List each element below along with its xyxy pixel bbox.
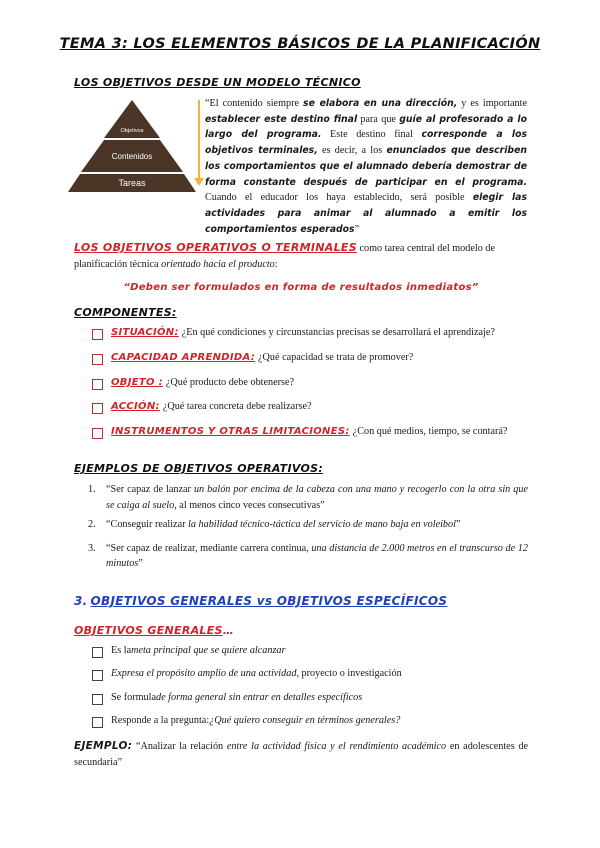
component-text: ¿Qué tarea concreta debe realizarse? — [162, 401, 312, 413]
quote-text: para que — [357, 113, 400, 125]
example-text: ” — [455, 519, 461, 530]
down-arrow-icon — [198, 100, 200, 180]
list-item — [92, 401, 507, 426]
list-item — [92, 645, 402, 668]
quote-emphasis: corresponde a los objetivos terminales, — [205, 129, 527, 157]
checkbox-icon — [92, 329, 103, 340]
components-heading: COMPONENTES: — [74, 306, 177, 319]
checkbox-icon — [92, 403, 103, 414]
example-text: “Ser capaz de realizar, mediante carrera continua, — [106, 542, 312, 554]
technical-model-quote — [205, 96, 527, 237]
item-italic: Expresa el propósito amplio de una actividad — [111, 668, 297, 680]
general-objectives-list — [92, 645, 402, 738]
section-number: 3. — [74, 594, 88, 608]
paragraph-italic: orientado hacia el producto — [161, 259, 275, 270]
example-text: “Analizar la relación — [132, 741, 227, 752]
item-italic: de forma general sin entrar en detalles específicos — [155, 691, 363, 703]
quote-emphasis: se elabora en una dirección, — [303, 98, 458, 109]
quote-text: ” — [354, 223, 360, 235]
component-text: ¿Qué capacidad se trata de promover? — [258, 351, 414, 363]
list-item — [92, 377, 507, 402]
component-label: INSTRUMENTOS Y OTRAS LIMITACIONES: — [111, 426, 350, 438]
paragraph-text: como tarea central del modelo de planificación técnica — [74, 243, 495, 270]
page-title: TEMA 3: LOS ELEMENTOS BÁSICOS DE LA PLANIFICACIÓN — [59, 36, 541, 52]
general-objectives-subheading — [74, 624, 234, 637]
operative-objectives-paragraph — [74, 240, 528, 273]
list-item — [92, 327, 507, 352]
item-text: Responde a la pregunta: — [111, 714, 210, 726]
example-italic: la habilidad técnico-táctica del servicio de mano baja en voleibol — [188, 519, 456, 530]
ellipsis: … — [222, 624, 235, 637]
component-label: CAPACIDAD APRENDIDA: — [111, 351, 256, 363]
checkbox-icon — [92, 670, 103, 681]
component-label: SITUACIÓN: — [111, 327, 179, 338]
quote-emphasis: guíe al profesorado a lo largo del programa. — [205, 113, 527, 141]
item-text: Es la — [111, 645, 132, 656]
checkbox-icon — [92, 717, 103, 728]
paragraph-text: : — [274, 259, 278, 270]
components-list — [92, 327, 507, 451]
component-text: ¿Con qué medios, tiempo, se contará? — [352, 426, 508, 438]
example-text: “Ser capaz de lanzar — [106, 484, 194, 495]
item-text: Se formula — [111, 691, 156, 703]
quote-text: y es importante — [457, 98, 527, 109]
pyramid-middle-label: Contenidos — [111, 152, 153, 161]
checkbox-icon — [92, 694, 103, 705]
component-label: OBJETO : — [111, 376, 163, 388]
quote-emphasis: establecer este destino final — [205, 113, 358, 125]
quote-text: “El contenido siempre — [205, 98, 304, 109]
example-text: ” — [138, 558, 143, 569]
example-italic: una distancia de 2.000 metros en el transcurso de 12 minutos — [106, 542, 528, 569]
section-heading-technical-model: LOS OBJETIVOS DESDE UN MODELO TÉCNICO — [74, 76, 361, 89]
list-item — [88, 517, 528, 533]
example-text: al menos cinco veces consecutivas” — [176, 499, 325, 511]
item-text: , proyecto o investigación — [296, 668, 402, 680]
quote-emphasis: enunciados que describen los comportamientos que el alumnado debería demostrar de forma constante después de participar en el programa. — [205, 145, 527, 188]
pyramid-bottom-label: Tareas — [118, 178, 146, 188]
component-text: ¿Qué producto debe obtenerse? — [165, 376, 295, 388]
quote-emphasis: elegir las actividades para animar al alumnado a emitir los comportamientos esperados — [205, 192, 527, 235]
list-item — [92, 352, 507, 377]
pyramid-diagram — [68, 100, 196, 218]
operative-objectives-label: LOS OBJETIVOS OPERATIVOS O TERMINALES — [74, 241, 357, 254]
checkbox-icon — [92, 379, 103, 390]
item-number: 2. — [88, 519, 96, 530]
item-italic: meta principal que se quiere alcanzar — [131, 645, 286, 656]
examples-list — [88, 482, 528, 572]
component-label: ACCIÓN: — [111, 401, 160, 413]
item-italic: ¿Qué quiero conseguir en términos generales? — [209, 714, 401, 726]
down-arrow-head — [194, 178, 204, 186]
section-3-heading — [74, 594, 447, 609]
example-italic: un balón por encima de la cabeza con una mano y recogerlo con la otra sin que se caiga al suelo, — [106, 484, 528, 511]
list-item — [88, 541, 528, 572]
section-3-title: OBJETIVOS GENERALES vs OBJETIVOS ESPECÍFICOS — [90, 594, 448, 608]
general-objectives-label: OBJETIVOS GENERALES — [74, 624, 223, 637]
operative-objectives-quote: “Deben ser formulados en forma de resultados inmediatos” — [123, 282, 479, 293]
item-number: 3. — [88, 542, 96, 554]
list-item — [92, 715, 402, 738]
list-item — [92, 692, 402, 715]
example-text: en adolescentes de secundaria” — [74, 741, 528, 768]
checkbox-icon — [92, 354, 103, 365]
examples-heading: EJEMPLOS DE OBJETIVOS OPERATIVOS: — [74, 462, 324, 475]
pyramid-top-label: Objetivos — [120, 128, 144, 134]
quote-text: Cuando el educador los haya establecido, será posible — [205, 192, 473, 204]
quote-text: es decir, a los — [317, 145, 387, 157]
example-label: EJEMPLO: — [74, 740, 133, 752]
list-item — [92, 668, 402, 691]
example-italic: entre la actividad física y el rendimiento académico — [226, 741, 447, 752]
item-number: 1. — [88, 484, 96, 495]
list-item — [88, 482, 528, 513]
quote-text: Este destino final — [321, 129, 422, 141]
component-text: ¿En qué condiciones y circunstancias precisas se desarrollará el aprendizaje? — [181, 327, 495, 338]
checkbox-icon — [92, 428, 103, 439]
example-text: “Conseguir realizar — [106, 519, 189, 530]
checkbox-icon — [92, 647, 103, 658]
general-objective-example — [74, 738, 528, 771]
list-item — [92, 426, 507, 451]
